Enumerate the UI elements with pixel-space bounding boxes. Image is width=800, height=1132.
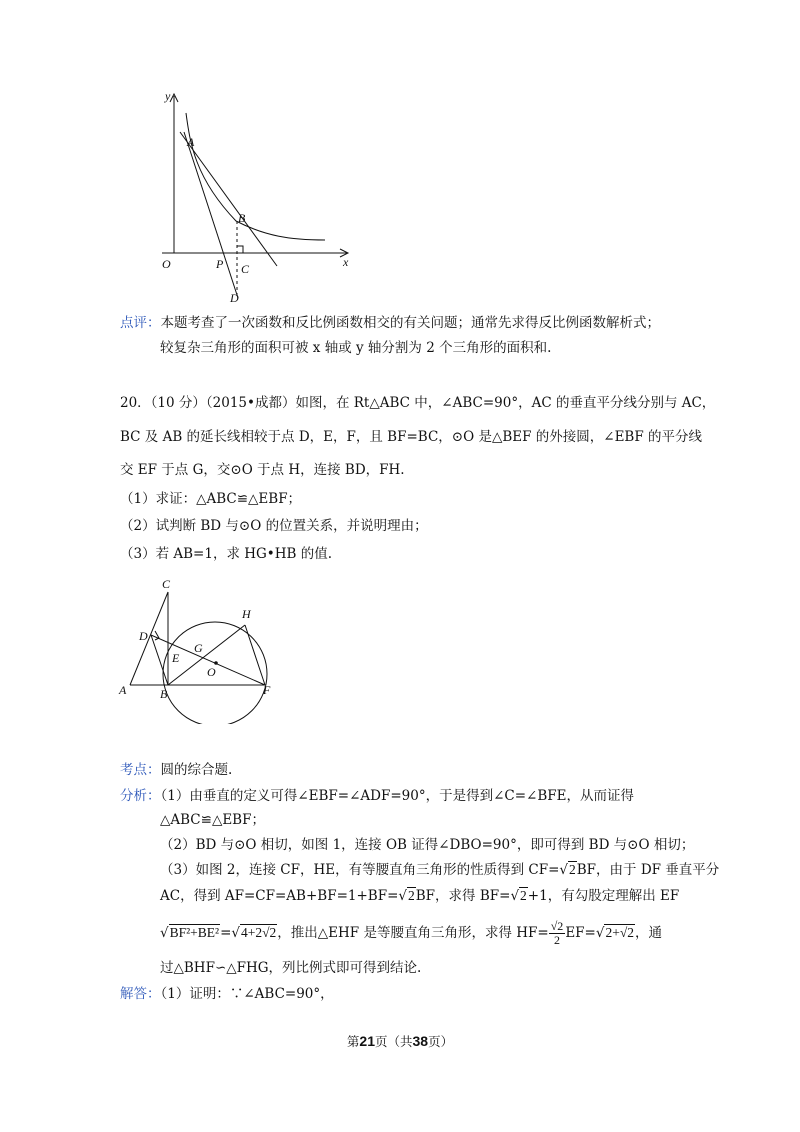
page-footer bbox=[0, 1032, 800, 1050]
question-2: （2）试判断 BD 与⊙O 的位置关系，并说明理由； bbox=[120, 518, 428, 534]
fenxi-line-2: △ABC≌△EBF； bbox=[160, 812, 265, 828]
fenxi-6-rad1: BF²+BE² bbox=[169, 925, 220, 940]
fenxi-5-rad2: 2 bbox=[520, 888, 527, 903]
fenxi-line-5: AC，得到 AF=CF=AB+BF=1+BF=√2BF，求得 BF=√2+1，有勾股定理解出 EF bbox=[160, 888, 680, 904]
footer-pre: 第 bbox=[346, 1034, 360, 1049]
problem-line-3: 交 EF 于点 G，交⊙O 于点 H，连接 BD，FH. bbox=[120, 462, 405, 478]
question-3: （3）若 AB=1，求 HG•HB 的值. bbox=[120, 546, 333, 562]
label-d: D bbox=[230, 291, 239, 305]
kaodian-label: 考点： bbox=[120, 762, 161, 778]
problem-line-2: BC 及 AB 的延长线相较于点 D，E，F，且 BF=BC，⊙O 是△BEF 的外接圆，∠EBF 的平分线 bbox=[120, 429, 703, 445]
segment-hf bbox=[245, 625, 265, 685]
footer-post: 页） bbox=[428, 1034, 454, 1049]
fig2-label-o: O bbox=[207, 665, 216, 679]
fenxi-6a: = bbox=[220, 925, 232, 941]
comment-text-1: 本题考查了一次函数和反比例函数相交的有关问题；通常先求得反比例函数解析式； bbox=[160, 315, 660, 331]
fenxi-text-1: （1）由垂直的定义可得∠EBF=∠ADF=90°，于是得到∠C=∠BFE，从而证得 bbox=[160, 788, 635, 804]
fenxi-4-rad: 2 bbox=[569, 862, 576, 877]
problem-line-1: 20．（10 分）（2015•成都）如图，在 Rt△ABC 中，∠ABC=90°，AC 的垂直平分线分别与 AC， bbox=[120, 395, 716, 411]
figure-1-graph bbox=[150, 88, 360, 308]
fig2-label-a: A bbox=[119, 683, 127, 697]
fenxi-line-6: √BF²+BE²=√4+2√2，推出△EHF 是等腰直角三角形，求得 HF= $\frac{√2}{2}$ EF=√2+√2，通 bbox=[160, 919, 662, 947]
fenxi-line-1 bbox=[120, 786, 634, 806]
fenxi-line-3: （2）BD 与⊙O 相切，如图 1，连接 OB 证得∠DBO=90°，即可得到 BD 与⊙O 相切； bbox=[160, 837, 695, 853]
fenxi-5c: +1，有勾股定理解出 EF bbox=[527, 888, 680, 904]
fenxi-6b: ，推出△EHF 是等腰直角三角形，求得 HF= bbox=[277, 925, 549, 941]
fenxi-6-frac-num: √2 bbox=[550, 919, 564, 933]
fenxi-5a: AC，得到 AF=CF=AB+BF=1+BF= bbox=[160, 888, 399, 904]
kaodian-text: 圆的综合题. bbox=[160, 762, 233, 778]
fenxi-5b: BF，求得 BF= bbox=[415, 888, 511, 904]
label-origin: O bbox=[162, 257, 171, 271]
fig2-label-d: D bbox=[139, 629, 148, 643]
line-ab bbox=[180, 132, 277, 266]
label-a: A bbox=[187, 135, 195, 149]
fig2-label-h: H bbox=[242, 607, 251, 621]
fig2-label-e: E bbox=[172, 651, 180, 665]
jieda-label: 解答： bbox=[120, 986, 161, 1002]
fenxi-label: 分析： bbox=[120, 788, 161, 804]
fig2-label-g: G bbox=[194, 641, 203, 655]
fig2-label-c: C bbox=[162, 577, 171, 591]
comment-label: 点评： bbox=[120, 315, 161, 331]
fenxi-6-rad3: 2+√2 bbox=[605, 925, 634, 940]
fenxi-4b: BF，由于 DF 垂直平分 bbox=[576, 862, 720, 878]
fenxi-4a: （3）如图 2，连接 CF，HE，有等腰直角三角形的性质得到 CF= bbox=[160, 862, 560, 878]
fenxi-line-4: （3）如图 2，连接 CF，HE，有等腰直角三角形的性质得到 CF=√2BF，由于 DF 垂直平分 bbox=[160, 862, 720, 878]
kaodian-line bbox=[120, 760, 232, 780]
fenxi-6-frac bbox=[549, 920, 566, 947]
comment-line-1 bbox=[120, 313, 660, 333]
label-b: B bbox=[238, 211, 246, 225]
fenxi-6c: EF= bbox=[565, 925, 596, 941]
segment-ac bbox=[130, 592, 168, 685]
label-c: C bbox=[241, 262, 250, 276]
footer-mid: 页（共 bbox=[374, 1034, 413, 1049]
jieda-text: （1）证明：∵∠ABC=90°， bbox=[160, 986, 334, 1002]
label-y: y bbox=[165, 89, 171, 103]
fenxi-5-rad: 2 bbox=[408, 888, 415, 903]
fenxi-6-rad2: 4+2√2 bbox=[241, 925, 277, 940]
jieda-line bbox=[120, 984, 334, 1004]
fig2-label-b: B bbox=[160, 687, 168, 701]
fenxi-6-frac-den: 2 bbox=[554, 933, 561, 947]
label-p: P bbox=[216, 257, 224, 271]
question-1: （1）求证：△ABC≌△EBF； bbox=[120, 491, 302, 507]
comment-line-2: 较复杂三角形的面积可被 x 轴或 y 轴分割为 2 个三角形的面积和. bbox=[160, 340, 552, 356]
footer-page: 21 bbox=[359, 1033, 375, 1049]
fenxi-6d: ，通 bbox=[635, 925, 662, 941]
fenxi-line-7: 过△BHF∽△FHG，列比例式即可得到结论. bbox=[160, 960, 422, 976]
fig2-label-f: F bbox=[263, 683, 271, 697]
hyperbola-curve bbox=[186, 113, 325, 240]
segment-bd bbox=[151, 635, 168, 685]
figure-2-geometry bbox=[115, 574, 295, 724]
label-x: x bbox=[343, 255, 349, 269]
footer-total: 38 bbox=[412, 1033, 429, 1049]
